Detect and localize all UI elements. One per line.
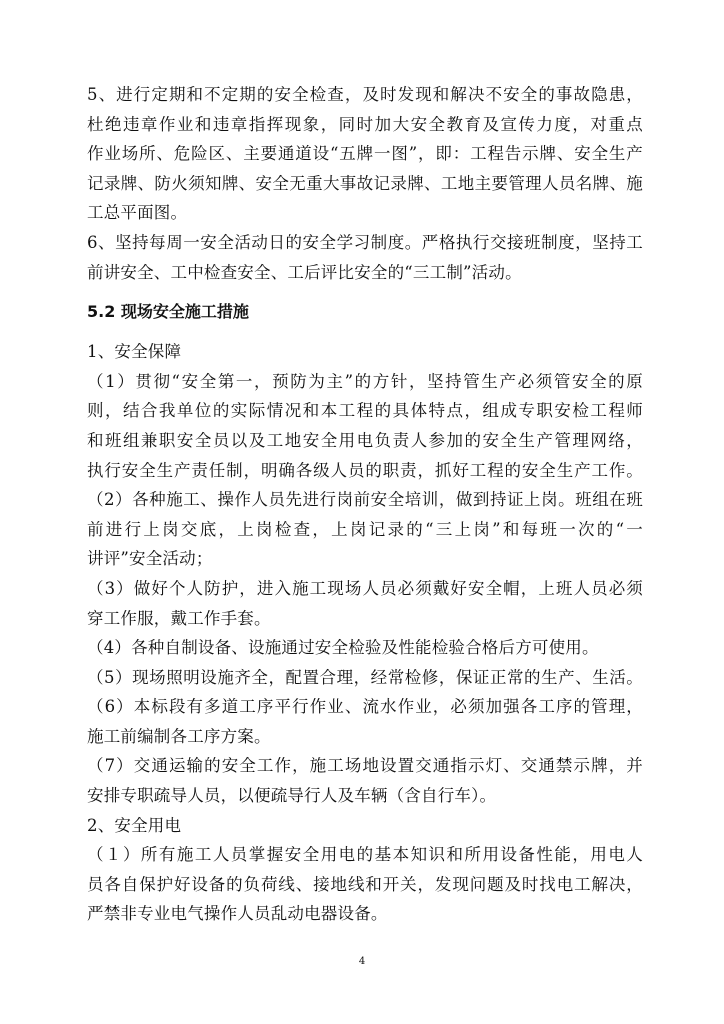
item-1-line-4: 执行安全生产责任制，明确各级人员的职责，抓好工程的安全生产工作。 bbox=[87, 460, 643, 480]
electric-item-1-line-3: 严禁非专业电气操作人员乱动电器设备。 bbox=[87, 904, 388, 924]
item-7-line-1: （7）交通运输的安全工作，施工场地设置交通指示灯、交通禁示牌，并 bbox=[87, 756, 643, 776]
item-3-line-1: （3）做好个人防护，进入施工现场人员必须戴好安全帽，上班人员必须 bbox=[87, 578, 643, 598]
paragraph-5-line-3: 作业场所、危险区、主要通道设“五牌一图”，即：工程告示牌、安全生产 bbox=[87, 144, 643, 164]
subheading-safety-guarantee: 1、安全保障 bbox=[87, 342, 182, 362]
item-6-line-2: 施工前编制各工序方案。 bbox=[87, 726, 271, 746]
item-1-line-3: 和班组兼职安全员以及工地安全用电负责人参加的安全生产管理网络， bbox=[87, 430, 643, 450]
paragraph-6-line-2: 前讲安全、工中检查安全、工后评比安全的“三工制”活动。 bbox=[87, 262, 522, 282]
paragraph-5-line-5: 工总平面图。 bbox=[87, 203, 188, 223]
item-1-line-2: 则，结合我单位的实际情况和本工程的具体特点，组成专职安检工程师 bbox=[87, 401, 643, 421]
electric-item-1-line-1: （１）所有施工人员掌握安全用电的基本知识和所用设备性能，用电人 bbox=[87, 845, 643, 865]
item-1-line-1: （1）贯彻“安全第一，预防为主”的方针，坚持管生产必须管安全的原 bbox=[87, 371, 643, 391]
item-2-line-1: （2）各种施工、操作人员先进行岗前安全培训，做到持证上岗。班组在班 bbox=[87, 490, 643, 510]
paragraph-6-line-1: 6、坚持每周一安全活动日的安全学习制度。严格执行交接班制度，坚持工 bbox=[87, 232, 643, 252]
electric-item-1-line-2: 员各自保护好设备的负荷线、接地线和开关，发现问题及时找电工解决， bbox=[87, 874, 643, 894]
paragraph-5-line-4: 记录牌、防火须知牌、安全无重大事故记录牌、工地主要管理人员名牌、施 bbox=[87, 173, 643, 193]
paragraph-5-line-2: 杜绝违章作业和违章指挥现象，同时加大安全教育及宣传力度，对重点 bbox=[87, 114, 643, 134]
item-2-line-3: 讲评”安全活动； bbox=[87, 549, 213, 569]
document-body bbox=[87, 80, 643, 929]
page-number: 4 bbox=[358, 956, 366, 967]
item-3-line-2: 穿工作服，戴工作手套。 bbox=[87, 608, 271, 628]
item-7-line-2: 安排专职疏导人员，以便疏导行人及车辆（含自行车）。 bbox=[87, 786, 497, 806]
item-5-line-1: （5）现场照明设施齐全，配置合理，经常检修，保证正常的生产、生活。 bbox=[87, 667, 643, 687]
paragraph-5-line-1: 5、进行定期和不定期的安全检查，及时发现和解决不安全的事故隐患， bbox=[87, 85, 643, 104]
subheading-safe-electricity: 2、安全用电 bbox=[87, 815, 182, 835]
item-2-line-2: 前进行上岗交底，上岗检查，上岗记录的“三上岗”和每班一次的“一 bbox=[87, 519, 643, 539]
item-6-line-1: （6）本标段有多道工序平行作业、流水作业，必须加强各工序的管理， bbox=[87, 697, 643, 717]
item-4-line-1: （4）各种自制设备、设施通过安全检验及性能检验合格后方可使用。 bbox=[87, 638, 599, 658]
section-heading: 5.2 现场安全施工措施 bbox=[87, 302, 249, 322]
